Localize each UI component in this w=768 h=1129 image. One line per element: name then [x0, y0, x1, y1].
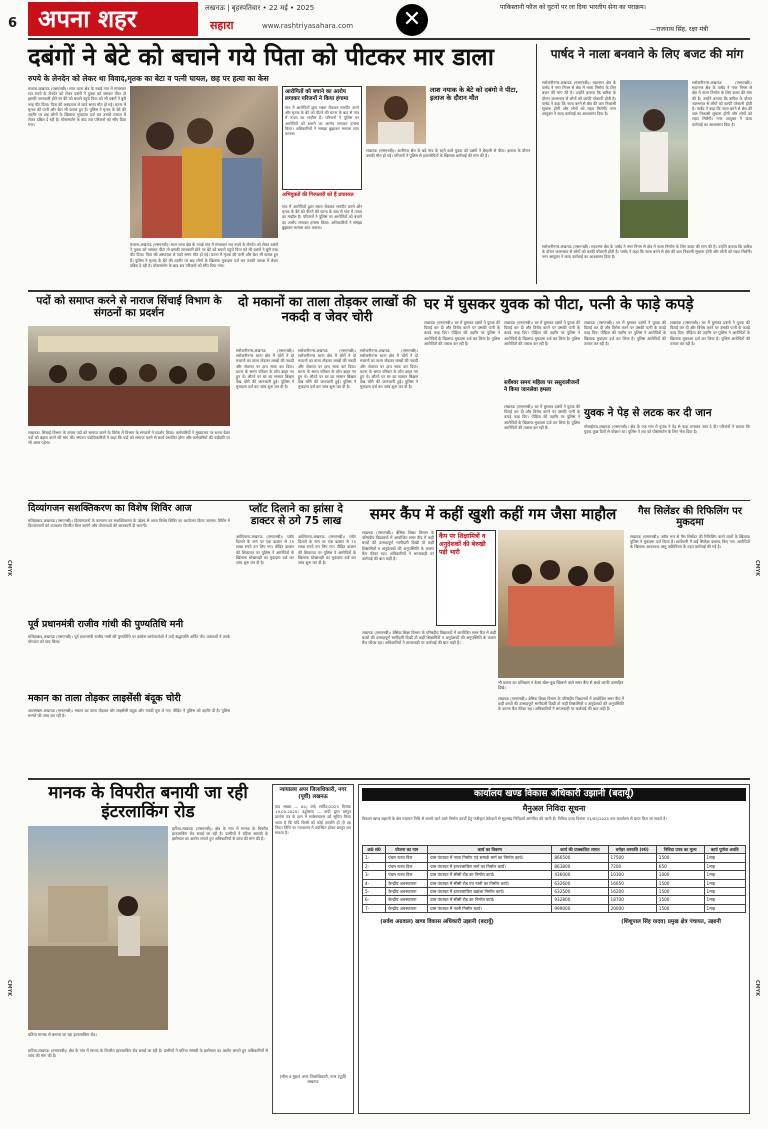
table-cell: 1500: [656, 896, 704, 904]
table-row: [363, 879, 746, 887]
table-row: [363, 904, 746, 912]
table-cell: 1500: [656, 854, 704, 862]
story13-headline: मानक के विपरीत बनायी जा रही इंटरलाकिंग रोड: [48, 783, 248, 823]
table-cell: केन्द्रीय अवस्थापना: [386, 904, 428, 912]
table-cell: 1माह: [704, 904, 745, 912]
story11-body-col2: लखनऊ (एसएनबी)। बेसिक शिक्षा विभाग के परिषदीय विद्यालयों में आयोजित समर कैंप में कहीं बच्चों की उत्साहपूर्ण भागीदारी दिखी तो कहीं शिक्षामित्रों व अनुदेशकों की अनुपस्थिति के कारण कैंप फीका रहा। अधिकारियों ने लापरवाही पर कार्रवाई की बात कही है।: [362, 630, 496, 646]
story13-photo: [28, 826, 168, 1030]
table-cell: 632600: [552, 879, 608, 887]
table-cell: 632500: [552, 888, 608, 896]
table-cell: 17500: [608, 854, 656, 862]
tender-sign-left: (सर्वश अग्रवाल) खण्ड विकास अधिकारी उझानी (बदायूँ): [380, 919, 494, 926]
story4-body-col1: सरोजनीनगर-लखनऊ (एसएनबी)। सरोजनीनगर थाना क्षेत्र में चोरों ने दो मकानों का ताला तोड़कर लाखों की नकदी और जेवरात पर हाथ साफ कर दिया। घटना के समय परिवार के लोग बाहर गए हुए थे। लौटने पर घर का सामान बिखरा देख चोरी की जानकारी हुई। पुलिस ने मुकदमा दर्ज कर जांच शुरू कर दी है।: [236, 348, 294, 390]
table-cell: पंचम राज्य वित्त: [386, 871, 428, 879]
date-line: लखनऊ | बृहस्पतिवार • 22 मई • 2025: [205, 4, 315, 12]
court-notice-body: वाद संख्या — 61/ वर्ष/ सर्किट/2025 दिनांक 19.05.2025। उद्घोषणा — वादी द्वारा प्रस्तुत प्रार्थना पत्र के क्रम में सर्वसाधारण को सूचित किया जाता है कि यदि किसी को कोई आपत्ति हो तो वह नियत तिथि पर न्यायालय में उपस्थित होकर प्रस्तुत कर सकता है।: [275, 804, 351, 836]
story11-body-col1: लखनऊ (एसएनबी)। बेसिक शिक्षा विभाग के परिषदीय विद्यालयों में आयोजित समर कैंप में कहीं बच्चों की उत्साहपूर्ण भागीदारी दिखी तो कहीं शिक्षामित्रों व अनुदेशकों की अनुपस्थिति के कारण कैंप फीका रहा। अधिकारियों ने लापरवाही पर कार्रवाई की बात कही है।: [362, 530, 434, 562]
cmyk-mark-right: CMYK: [754, 560, 760, 577]
tender-title: कार्यालय खण्ड विकास अधिकारी उझानी (बदायूँ): [362, 788, 746, 801]
table-row: [363, 862, 746, 870]
drain-photo: [620, 80, 688, 238]
section-rule-3: [28, 778, 750, 780]
story1-inset2-title: अभियुक्तों की गिरफ्तारी को हैं प्रयासरत: [282, 192, 354, 198]
protest-photo: [28, 326, 230, 426]
table-cell: 1माह: [704, 896, 745, 904]
story13-body-col2: इटौंजा-लखनऊ (एसएनबी)। क्षेत्र के गांव में मानक के विपरीत इंटरलाकिंग रोड बनाई जा रही है। ग्रामीणों ने घटिया सामग्री के इस्तेमाल का आरोप लगाते हुए अधिकारियों से जांच की मांग की है।: [28, 1048, 268, 1059]
crowd-photo: [130, 86, 278, 238]
table-cell: 863800: [552, 862, 608, 870]
children-photo: [498, 530, 624, 678]
table-cell: 7-: [363, 904, 386, 912]
story11-inset: कैंप पर शिक्षामित्रों व अनुदेशकों की बेरुखी पड़ी भारी: [436, 530, 496, 626]
story8-body: मलिहाबाद-लखनऊ (एसएनबी)। पूर्व प्रधानमंत्री राजीव गांधी की पुण्यतिथि पर कांग्रेस कार्यकर्ताओं ने उन्हें श्रद्धांजलि अर्पित की। वक्ताओं ने उनके योगदान को याद किया।: [28, 634, 230, 645]
story10-headline: प्लॉट दिलाने का झांसा दे डाक्टर से ठगे 75 लाख: [249, 503, 343, 527]
page-number: 6: [8, 16, 18, 31]
tender-col-header: कार्य पूर्णता अवधि: [704, 846, 745, 854]
story7-body: मलिहाबाद-लखनऊ (एसएनबी)। दिव्यांगजनों के कल्याण एवं सशक्तिकरण के उद्देश्य से आज विशेष शिविर का आयोजन किया जाएगा। शिविर में दिव्यांगजनों को उपकरण वितरित किए जाएंगे और योजनाओं की जानकारी दी जाएगी।: [28, 518, 230, 529]
table-cell: ग्राम पंचायत में नाली निर्माण कार्य।: [428, 904, 552, 912]
table-cell: 1-: [363, 854, 386, 862]
section-rule-2: [28, 500, 750, 501]
quote-attribution: —राजनाथ सिंह, रक्षा मंत्री: [650, 26, 709, 33]
road-photo: [28, 826, 168, 1030]
tender-sign-right: (शिशुपाल सिंह यादव) प्रमुख क्षेत्र पंचायत, उझानी: [621, 919, 721, 926]
table-cell: पंचम राज्य वित्त: [386, 862, 428, 870]
story6-body: गोसाईगंज-लखनऊ (एसएनबी)। क्षेत्र के एक गांव में युवक ने पेड़ से फंदा लगाकर जान दे दी। परिजनों ने बताया कि युवक कुछ दिनों से परेशान था। पुलिस ने शव को पोस्टमार्टम के लिए भेज दिया है।: [584, 424, 750, 435]
story13-caption: घटिया मानक से बनाया जा रहा इंटरलाकिंग रोड।: [28, 1032, 97, 1037]
story11-photo: [498, 530, 624, 678]
table-cell: 866500: [552, 854, 608, 862]
table-cell: 1माह: [704, 888, 745, 896]
tender-col-header: कार्य का विवरण: [428, 846, 552, 854]
table-cell: 1माह: [704, 862, 745, 870]
x-logo-icon: ✕: [396, 4, 428, 36]
table-cell: 10300: [608, 871, 656, 879]
story5-body-col3: लखनऊ (एसएनबी)। घर में घुसकर दबंगों ने युवक की पिटाई कर दी और विरोध करने पर उसकी पत्नी के कपड़े फाड़ दिए। पीड़िता की तहरीर पर पुलिस ने आरोपितों के खिलाफ मुकदमा दर्ज कर लिया है। पुलिस आरोपितों की तलाश कर रही है।: [504, 404, 580, 430]
story1-inset-body: गांव में आरोपितों द्वारा रास्ता रोककर मारपीट करने और मृतक के बेटे को पीटने की घटना के बाद से गांव में तनाव का माहौल है। परिजनों ने पुलिस पर आरोपितों को बचाने का आरोप लगाकर हंगामा किया। अधिकारियों ने समझा बुझाकर मामला शांत कराया।: [285, 105, 359, 137]
story5-subhead: सर्वेश्वर समय महिला पर ससुरालीजनों ने किया जानलेवा हमला: [504, 380, 580, 393]
table-cell: केन्द्रीय अवस्थापना: [386, 879, 428, 887]
tender-intro: विकास खण्ड उझानी के क्षेत्र पंचायत निधि से कराये जाने वाले निर्माण कार्यों हेतु पंजीकृत ठेकेदारों से मुहरबंद निविदायें आमंत्रित की जाती हैं। निविदा प्रपत्र दिनांक 31/05/2025 तक कार्यालय से प्राप्त किए जा सकते हैं।: [362, 816, 667, 821]
quote-text: पाकिस्तानी फौज को घुटनों पर ला दिया भारतीय सेना का पराक्रम।: [500, 4, 646, 11]
story12-headline: गैस सिलेंडर की रिफिलिंग पर मुकदमा: [638, 506, 742, 529]
cmyk-mark-left: CMYK: [6, 560, 12, 577]
story4-body-col2: सरोजनीनगर-लखनऊ (एसएनबी)। सरोजनीनगर थाना क्षेत्र में चोरों ने दो मकानों का ताला तोड़कर लाखों की नकदी और जेवरात पर हाथ साफ कर दिया। घटना के समय परिवार के लोग बाहर गए हुए थे। लौटने पर घर का सामान बिखरा देख चोरी की जानकारी हुई। पुलिस ने मुकदमा दर्ज कर जांच शुरू कर दी है।: [298, 348, 356, 390]
story2-headline: पार्षद ने नाला बनवाने के लिए बजट की मांग: [550, 47, 744, 61]
table-cell: 20000: [608, 904, 656, 912]
table-cell: ग्राम पंचायत में सीसी रोड का निर्माण कार्य।: [428, 896, 552, 904]
table-cell: 5-: [363, 888, 386, 896]
table-cell: 6-: [363, 896, 386, 904]
story4-body-col3: सरोजनीनगर-लखनऊ (एसएनबी)। सरोजनीनगर थाना क्षेत्र में चोरों ने दो मकानों का ताला तोड़कर लाखों की नकदी और जेवरात पर हाथ साफ कर दिया। घटना के समय परिवार के लोग बाहर गए हुए थे। लौटने पर घर का सामान बिखरा देख चोरी की जानकारी हुई। पुलिस ने मुकदमा दर्ज कर जांच शुरू कर दी है।: [360, 348, 418, 390]
story1-inset: [282, 86, 362, 190]
story1-photo-1: [130, 86, 278, 238]
story2-photo: [620, 80, 688, 238]
story2-body-col2: सरोजनीनगर-लखनऊ (एसएनबी)। महानगर क्षेत्र के पार्षद ने नगर निगम से क्षेत्र में नाला निर्माण के लिए बजट की मांग की है। उन्होंने बताया कि बारिश के दौरान जलभराव से लोगों को काफी परेशानी होती है। पार्षद ने कहा कि नाला बनने से क्षेत्र की जल निकासी सुचारू होगी और लोगों को राहत मिलेगी। नगर आयुक्त ने जल्द कार्रवाई का आश्वासन दिया है।: [692, 80, 752, 127]
section-rule: [28, 290, 750, 292]
section-logo: अपना शहर: [28, 2, 198, 36]
table-cell: 16650: [608, 879, 656, 887]
story2-body-col1: सरोजनीनगर-लखनऊ (एसएनबी)। महानगर क्षेत्र के पार्षद ने नगर निगम से क्षेत्र में नाला निर्माण के लिए बजट की मांग की है। उन्होंने बताया कि बारिश के दौरान जलभराव से लोगों को काफी परेशानी होती है। पार्षद ने कहा कि नाला बनने से क्षेत्र की जल निकासी सुचारू होगी और लोगों को राहत मिलेगी। नगर आयुक्त ने जल्द कार्रवाई का आश्वासन दिया है।: [542, 80, 616, 117]
tender-col-header: कार्य की प्राक्कलित लागत: [552, 846, 608, 854]
court-notice-sign: (सील व मुहर) अपर जिलाधिकारी, नगर (पूर्वी) लखनऊ: [279, 1074, 347, 1085]
table-cell: 18700: [608, 896, 656, 904]
table-cell: 999000: [552, 904, 608, 912]
story1-headline: दबंगों ने बेटे को बचाने गये पिता को पीटकर मार डाला: [28, 43, 494, 71]
table-cell: पंचम राज्य वित्त: [386, 854, 428, 862]
table-row: [363, 871, 746, 879]
table-cell: 1500: [656, 879, 704, 887]
story7-headline: दिव्यांगजन सशक्तिकरण का विशेष शिविर आज: [28, 503, 192, 514]
story5-headline: घर में घुसकर युवक को पीटा, पत्नी के फाड़े कपड़े: [424, 295, 694, 313]
masthead: [0, 0, 768, 38]
victim-photo: [366, 86, 426, 144]
story1-body-col1: मलाना-लखनऊ (एसएनबी)। माल थाना क्षेत्र के नवाई गांव में मंगलवार रात रुपये के लेनदेन को लेकर दबंगों ने युवक को जमकर पीटा तो इसकी जानकारी होने पर बेटे को बचाने पहुंचे पिता को भी दबंगों ने बुरी तरह पीट दिया। पिता की अस्पताल ले जाते समय मौत हो गई। घटना में मृतक की पत्नी और बेटा भी घायल हुए हैं। पुलिस ने मृतक के बेटे की तहरीर पर छह लोगों के खिलाफ मुकदमा दर्ज कर उनकी तलाश में लेकर दबिश दे रही है। पोस्टमार्टम के बाद शव परिजनों को सौंप दिया गया।: [28, 86, 126, 128]
story1-body-col2: मलाना-लखनऊ (एसएनबी)। माल थाना क्षेत्र के नवाई गांव में मंगलवार रात रुपये के लेनदेन को लेकर दबंगों ने युवक को जमकर पीटा तो इसकी जानकारी होने पर बेटे को बचाने पहुंचे पिता को भी दबंगों ने बुरी तरह पीट दिया। पिता की अस्पताल ले जाते समय मौत हो गई। घटना में मृतक की पत्नी और बेटा भी घायल हुए हैं। पुलिस ने मृतक के बेटे की तहरीर पर छह लोगों के खिलाफ मुकदमा दर्ज कर उनकी तलाश में लेकर दबिश दे रही है। पोस्टमार्टम के बाद शव परिजनों को सौंप दिया गया।: [130, 242, 278, 268]
table-cell: ग्राम पंचायत में नाला निर्माण एवं सम्पर्क मार्ग का निर्माण कार्य।: [428, 854, 552, 862]
tender-col-header: धरोहर धनराशि (रु0): [608, 846, 656, 854]
story5-body-col2: लखनऊ (एसएनबी)। घर में घुसकर दबंगों ने युवक की पिटाई कर दी और विरोध करने पर उसकी पत्नी के कपड़े फाड़ दिए। पीड़िता की तहरीर पर पुलिस ने आरोपितों के खिलाफ मुकदमा दर्ज कर लिया है। पुलिस आरोपितों की तलाश कर रही है।: [504, 320, 580, 346]
cmyk-mark-left-2: CMYK: [6, 980, 12, 997]
table-cell: 2-: [363, 862, 386, 870]
table-cell: 1500: [656, 904, 704, 912]
story1-subhead: रुपये के लेनदेन को लेकर था विवाद,मृतक का बेटा व पत्नी घायल, छह पर हत्या का केस: [28, 74, 269, 83]
tender-subtitle: मैनुअल निविदा सूचना: [522, 804, 586, 813]
court-notice-title: न्यायालय अपर जिलाधिकारी, नगर (पूर्वी) लखनऊ: [279, 787, 347, 800]
story3-body: लखनऊ। सिंचाई विभाग के तमाम पदों को समाप्त करने के विरोध में विभाग के संगठनों ने प्रदर्शन किया। कर्मचारियों ने मुख्यालय पर धरना देकर पदों को बहाल करने की मांग की। संगठन पदाधिकारियों ने कहा कि पदों को समाप्त करने से कार्य प्रभावित होगा और कर्मचारियों की पदोन्नति पर भी असर पड़ेगा।: [28, 430, 230, 446]
story1-photo-2: [366, 86, 426, 144]
masthead-rule: [28, 38, 750, 40]
table-cell: केन्द्रीय अवस्थापना: [386, 888, 428, 896]
table-row: [363, 888, 746, 896]
story9-headline: मकान का ताला तोड़कर लाइसेंसी बंदूक चोरी: [28, 693, 181, 704]
table-cell: 7200: [608, 862, 656, 870]
story5-body-col5: लखनऊ (एसएनबी)। घर में घुसकर दबंगों ने युवक की पिटाई कर दी और विरोध करने पर उसकी पत्नी के कपड़े फाड़ दिए। पीड़िता की तहरीर पर पुलिस ने आरोपितों के खिलाफ मुकदमा दर्ज कर लिया है। पुलिस आरोपितों की तलाश कर रही है।: [670, 320, 750, 346]
tender-table: [362, 845, 746, 913]
story2-body-col3: सरोजनीनगर-लखनऊ (एसएनबी)। महानगर क्षेत्र के पार्षद ने नगर निगम से क्षेत्र में नाला निर्माण के लिए बजट की मांग की है। उन्होंने बताया कि बारिश के दौरान जलभराव से लोगों को काफी परेशानी होती है। पार्षद ने कहा कि नाला बनने से क्षेत्र की जल निकासी सुचारू होगी और लोगों को राहत मिलेगी। नगर आयुक्त ने जल्द कार्रवाई का आश्वासन दिया है।: [542, 244, 752, 260]
table-row: [363, 854, 746, 862]
cmyk-mark-right-2: CMYK: [754, 980, 760, 997]
story5-body-col1: लखनऊ (एसएनबी)। घर में घुसकर दबंगों ने युवक की पिटाई कर दी और विरोध करने पर उसकी पत्नी के कपड़े फाड़ दिए। पीड़िता की तहरीर पर पुलिस ने आरोपितों के खिलाफ मुकदमा दर्ज कर लिया है। पुलिस आरोपितों की तलाश कर रही है।: [424, 320, 500, 346]
story10-body-col1: आशियाना-लखनऊ (एसएनबी)। प्लॉट दिलाने के नाम पर एक डाक्टर से 75 लाख रुपये ठग लिए गए। पीड़ित डाक्टर की शिकायत पर पुलिस ने आरोपितों के खिलाफ धोखाधड़ी का मुकदमा दर्ज कर जांच शुरू कर दी है।: [236, 534, 294, 566]
column-rule: [536, 44, 537, 284]
story10-body-col2: आशियाना-लखनऊ (एसएनबी)। प्लॉट दिलाने के नाम पर एक डाक्टर से 75 लाख रुपये ठग लिए गए। पीड़ित डाक्टर की शिकायत पर पुलिस ने आरोपितों के खिलाफ धोखाधड़ी का मुकदमा दर्ज कर जांच शुरू कर दी है।: [298, 534, 356, 566]
story12-body: लखनऊ (एसएनबी)। अवैध रूप से गैस सिलेंडर की रिफिलिंग करने वालों के खिलाफ पुलिस ने मुकदमा दर्ज किया है। छापेमारी में कई सिलेंडर बरामद किए गए। आरोपितों के खिलाफ आवश्यक वस्तु अधिनियम के तहत कार्रवाई की गई है।: [630, 534, 750, 550]
table-cell: 1500: [656, 888, 704, 896]
tender-col-header: योजना का नाम: [386, 846, 428, 854]
story8-headline: पूर्व प्रधानमंत्री राजीव गांधी की पुण्यतिथि मनी: [28, 619, 184, 630]
tender-col-header: क्र0 सं0: [363, 846, 386, 854]
story11-body-col3: लखनऊ (एसएनबी)। बेसिक शिक्षा विभाग के परिषदीय विद्यालयों में आयोजित समर कैंप में कहीं बच्चों की उत्साहपूर्ण भागीदारी दिखी तो कहीं शिक्षामित्रों व अनुदेशकों की अनुपस्थिति के कारण कैंप फीका रहा। अधिकारियों ने लापरवाही पर कार्रवाई की बात कही है।: [498, 696, 624, 712]
tender-col-header: निविदा प्रपत्र का मूल्य: [656, 846, 704, 854]
tender-notice: [358, 784, 750, 1114]
table-cell: ग्राम पंचायत में इण्टरलाकिंग मार्ग का निर्माण कार्य।: [428, 862, 552, 870]
table-cell: 16200: [608, 888, 656, 896]
story4-headline: दो मकानों का ताला तोड़कर लाखों की नकदी व जेवर चोरी: [237, 295, 416, 325]
story1-inset-title: आरोपितों को बचाने का आरोप लगाकर परिजनों ने किया हंगामा: [285, 89, 349, 102]
tender-table-header: [363, 846, 746, 854]
table-cell: केन्द्रीय अवस्थापना: [386, 896, 428, 904]
table-cell: 1माह: [704, 854, 745, 862]
table-cell: 650: [656, 862, 704, 870]
story3-headline: पदों को समाप्त करने से नाराज सिंचाई विभाग के संगठनों का प्रदर्शन: [36, 295, 222, 319]
story1-side-body: लखनऊ (एसएनबी)। अलीगंज क्षेत्र के बड़े गांव के रहने वाले युवक को दबंगों ने बेरहमी से पीटा। इलाज के दौरान उसकी मौत हो गई। परिजनों ने पुलिस से हत्यारोपितों के खिलाफ कार्रवाई की मांग की है।: [366, 148, 530, 159]
story3-photo: [28, 326, 230, 426]
table-cell: 3-: [363, 871, 386, 879]
paper-name: सहारा: [210, 19, 234, 32]
table-cell: ग्राम पंचायत में सीसी रोड एवं नाली का निर्माण कार्य।: [428, 879, 552, 887]
story9-body: आलमबाग-लखनऊ (एसएनबी)। मकान का ताला तोड़कर चोर लाइसेंसी बंदूक और नकदी चुरा ले गए। पीड़ित ने पुलिस को तहरीर दी है। पुलिस मामले की जांच कर रही है।: [28, 708, 230, 719]
table-cell: 436000: [552, 871, 608, 879]
tender-table-body: [363, 854, 746, 913]
table-cell: 1माह: [704, 871, 745, 879]
story6-headline: युवक ने पेड़ से लटक कर दी जान: [584, 407, 712, 419]
website-url[interactable]: www.rashtriyasahara.com: [262, 22, 354, 30]
story11-headline: समर कैंप में कहीं खुशी कहीं गम जैसा माहौल: [369, 505, 617, 523]
court-notice: [272, 784, 354, 1114]
table-row: [363, 896, 746, 904]
table-cell: 1000: [656, 871, 704, 879]
table-cell: ग्राम पंचायत में इण्टरलाकिंग खड़ंजा निर्माण कार्य।: [428, 888, 552, 896]
story1-side-headline: लाश नयाक के बेटे को दबंगो ने पीटा, इलाज के दौरान मौत: [430, 86, 518, 102]
story13-body-col1: इटौंजा-लखनऊ (एसएनबी)। क्षेत्र के गांव में मानक के विपरीत इंटरलाकिंग रोड बनाई जा रही है। ग्रामीणों ने घटिया सामग्री के इस्तेमाल का आरोप लगाते हुए अधिकारियों से जांच की मांग की है।: [172, 826, 268, 842]
table-cell: 4-: [363, 879, 386, 887]
story5-body-col4: लखनऊ (एसएनबी)। घर में घुसकर दबंगों ने युवक की पिटाई कर दी और विरोध करने पर उसकी पत्नी के कपड़े फाड़ दिए। पीड़िता की तहरीर पर पुलिस ने आरोपितों के खिलाफ मुकदमा दर्ज कर लिया है। पुलिस आरोपितों की तलाश कर रही है।: [584, 320, 666, 346]
story1-body-col4: गांव में आरोपितों द्वारा रास्ता रोककर मारपीट करने और मृतक के बेटे को पीटने की घटना के बाद से गांव में तनाव का माहौल है। परिजनों ने पुलिस पर आरोपितों को बचाने का आरोप लगाकर हंगामा किया। अधिकारियों ने समझा बुझाकर मामला शांत कराया।: [282, 204, 362, 230]
table-cell: 932800: [552, 896, 608, 904]
table-cell: 1माह: [704, 879, 745, 887]
table-cell: ग्राम पंचायत में सीसी रोड का निर्माण कार्य।: [428, 871, 552, 879]
story11-caption: भी प्रकार का प्रशिक्षण न देकर खेल-कूद खिलाने वाले समर कैंप से बच्चे काफी उत्साहित दिखे।: [498, 680, 624, 691]
